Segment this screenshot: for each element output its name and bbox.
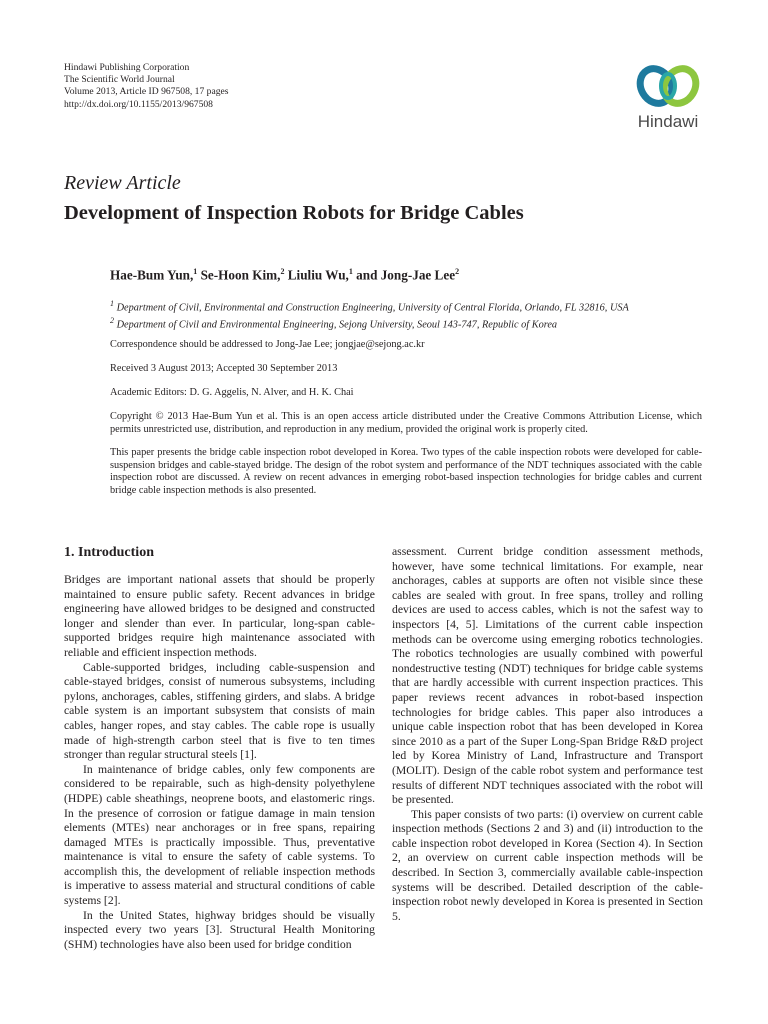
author-affiliation-mark: 2	[455, 267, 460, 276]
affiliation-text: Department of Civil, Environmental and Construction Engineering, University of Central Florida, Orlando, FL 32816, USA	[114, 302, 629, 314]
paper-title: Development of Inspection Robots for Bridge Cables	[64, 202, 524, 224]
author-affiliation-mark: 2	[280, 267, 285, 276]
author-affiliation-mark: 1	[193, 267, 198, 276]
affiliation-1	[110, 299, 629, 313]
body-paragraph: In maintenance of bridge cables, only few components are considered to be repairable, such as high-density polyethylene (HDPE) cable sheathings, neoprene boots, and elastomeric rings. In the presence of corrosion or fatigue damage in main tension elements (MTEs) near anchorages or in free spans, repairing damaged MTEs is practically impossible. Thus, preventative maintenance is vital to ensure the safety of cable systems. To accomplish this, the development of reliable inspection methods is imperative to assess material and structural conditions of cable systems [2].	[64, 762, 375, 908]
received-dates: Received 3 August 2013; Accepted 30 September 2013	[110, 363, 338, 374]
affiliation-mark: 1	[110, 299, 114, 308]
copyright-notice: Copyright © 2013 Hae-Bum Yun et al. This is an open access article distributed under the Creative Commons Attribution License, which permits unrestricted use, distribution, and reproduction in any medium, provided the original work is properly cited.	[110, 411, 702, 435]
author-name: and Jong-Jae Lee	[352, 267, 456, 283]
author-list	[110, 267, 459, 283]
hindawi-logo-text: Hindawi	[637, 112, 699, 131]
affiliation-2	[110, 316, 557, 330]
academic-editors: Academic Editors: D. G. Aggelis, N. Alver, and H. K. Chai	[110, 387, 354, 398]
author-affiliation-mark: 1	[348, 267, 353, 276]
section-heading: 1. Introduction	[64, 545, 154, 560]
affiliation-mark: 2	[110, 316, 114, 325]
author-name: Se-Hoon Kim,	[197, 267, 281, 283]
abstract: This paper presents the bridge cable inspection robot developed in Korea. Two types of the cable inspection robots were developed for cable-suspension bridges and cable-stayed bridge. The design of the robot system and performance of the NDT techniques associated with the cable inspection robot are discussed. A review on recent advances in emerging robot-based inspection technologies for bridge cables and current bridge cable inspection methods is also presented.	[110, 447, 702, 496]
author-name: Liuliu Wu,	[284, 267, 349, 283]
left-column	[64, 573, 375, 952]
affiliation-text: Department of Civil and Environmental Engineering, Sejong University, Seoul 143-747, Republic of Korea	[114, 319, 558, 331]
publisher: Hindawi Publishing Corporation	[64, 62, 190, 73]
body-paragraph: In the United States, highway bridges should be visually inspected every two years [3]. Structural Health Monitoring (SHM) technologies have also been used for bridge condition	[64, 908, 375, 951]
author-name: Hae-Bum Yun,	[110, 267, 194, 283]
correspondence: Correspondence should be addressed to Jong-Jae Lee; jongjae@sejong.ac.kr	[110, 339, 425, 350]
body-paragraph: assessment. Current bridge condition assessment methods, however, have some technical limitations. For example, near anchorages, cables at supports are often not visible since these cables are sealed with grout. In free spans, trolley and rolling devices are used to access cables, which is not the safest way to inspectors [4, 5]. Limitations of the current cable inspection methods can be overcome using emerging robotics technologies. The robotics technologies are usually combined with powerful nondestructive testing (NDT) techniques for bridge cable systems that are hardly accessible with current inspection practices. This paper reviews recent advances in robot-based inspection technologies for bridge cables. This paper also introduces a unique cable inspection robot that has been developed in Korea since 2010 as a part of the Super Long-Span Bridge R&D project led by Korea Ministry of Land, Infrastructure and Transport (MOLIT). Design of the cable robot system and performance test results of different NDT techniques associated with the robot will be presented.	[392, 545, 703, 807]
body-paragraph: This paper consists of two parts: (i) overview on current cable inspection methods (Sections 2 and 3) and (ii) introduction to the cable inspection robot developed in Korea (Section 4). In Section 2, an overview on current cable inspection methods will be described. In Section 3, commercially available cable-inspection systems will be described. Detailed description of the cable-inspection robot newly developed in Korea is presented in Section 5.	[392, 807, 703, 923]
journal-info	[64, 62, 229, 111]
body-paragraph: Cable-supported bridges, including cable-suspension and cable-stayed bridges, consist of numerous subsystems, including pylons, anchorages, cables, stiffening girders, and slabs. A bridge cable system is an important subsystem that consists of main cables, hanger ropes, and stay cables. The cable rope is usually made of high-strength carbon steel that is five to ten times stronger than regular structural steels [1].	[64, 660, 375, 762]
hindawi-logo[interactable]	[628, 60, 708, 130]
hindawi-rings-icon	[636, 60, 700, 112]
doi-link[interactable]: http://dx.doi.org/10.1155/2013/967508	[64, 98, 213, 110]
body-paragraph: Bridges are important national assets that should be properly maintained to ensure public safety. Recent advances in bridge engineering have allowed bridges to be designed and constructed longer and slender than ever. In particular, long-span cable-supported bridges require high maintenance associated with reliable and efficient inspection methods.	[64, 573, 375, 659]
volume-info: Volume 2013, Article ID 967508, 17 pages	[64, 86, 229, 98]
journal-name: The Scientific World Journal	[64, 74, 175, 86]
article-type: Review Article	[64, 172, 181, 194]
right-column	[392, 545, 703, 924]
